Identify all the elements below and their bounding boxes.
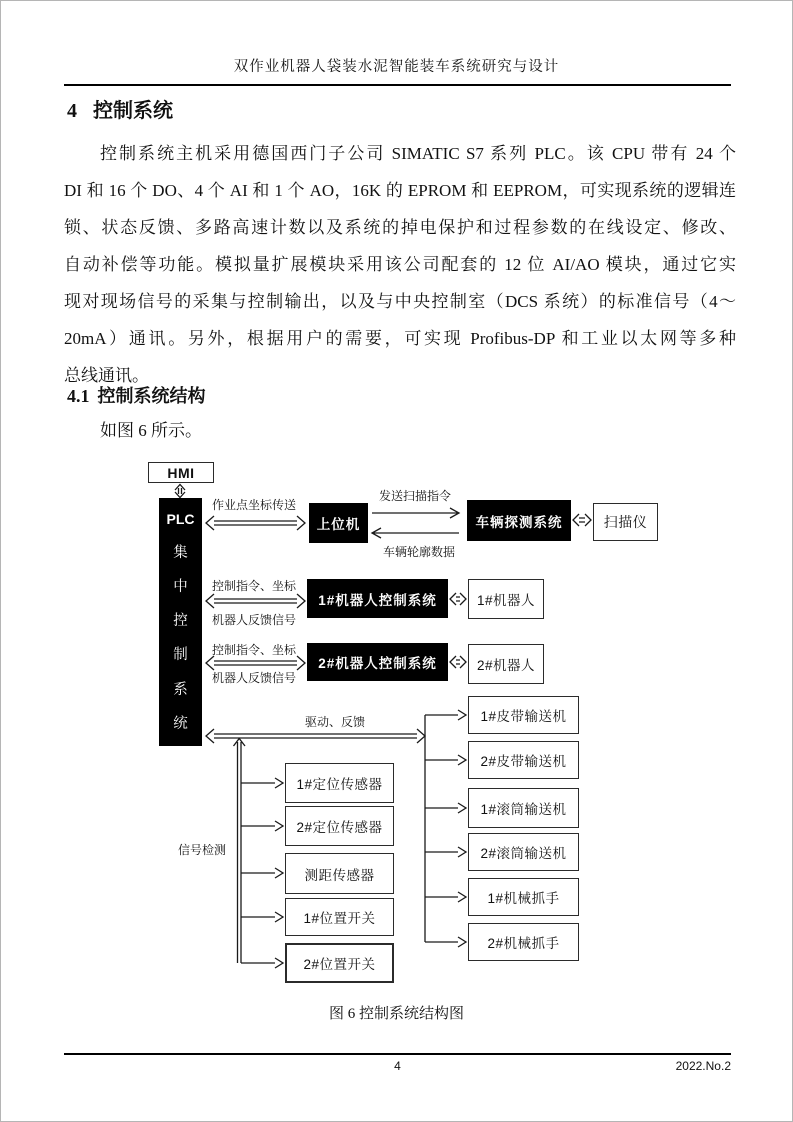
node-plc-central-control [159,498,202,746]
edge-label-vehicle-outline-data: 车辆轮廓数据 [383,545,456,559]
journal-issue: 2022.No.2 [675,1059,731,1073]
plc-label: PLC [166,511,195,528]
node-robot1-control-system: 1#机器人控制系统 [307,579,448,618]
plc-char: 统 [173,715,188,732]
plc-char: 中 [173,578,188,595]
paragraph-line: 现对现场信号的采集与控制输出，以及与中央控制室（DCS 系统）的标准信号（4～ [64,292,736,311]
node-belt-conveyor-2: 2#皮带输送机 [468,741,579,779]
node-scanner: 扫描仪 [593,503,658,541]
body-paragraph [64,135,736,394]
edge-label-signal-detection: 信号检测 [177,843,226,857]
edge-label-work-point-transfer: 作业点坐标传送 [211,498,296,512]
edge-label-robot-feedback-1: 机器人反馈信号 [211,613,296,627]
edge-label-drive-feedback: 驱动、反馈 [304,715,365,729]
right-branch-arrows [425,710,466,947]
edge-label-control-command-2: 控制指令、坐标 [211,643,296,657]
paragraph-line: 总线通讯。 [64,366,149,385]
node-position-sensor-1: 1#定位传感器 [285,763,394,803]
left-branch-arrows [241,778,283,968]
edge-label-robot-feedback-2: 机器人反馈信号 [211,671,296,685]
plc-char: 控 [173,613,188,629]
footer-rule [64,1053,731,1055]
section-number: 4 [67,100,77,122]
edge-label-control-command-1: 控制指令、坐标 [211,579,296,593]
subsection-number: 4.1 [67,386,90,406]
paragraph-line: DI 和 16 个 DO、4 个 AI 和 1 个 AO，16K 的 EPROM 和 EEPROM，可实现系统的逻辑连 [64,181,736,200]
figure-intro-text: 如图 6 所示。 [100,421,202,440]
node-gripper-1: 1#机械抓手 [468,878,579,916]
node-distance-sensor: 测距传感器 [285,853,394,894]
section-heading [67,94,173,123]
hmi-plc-double-arrow [175,485,185,498]
node-roller-conveyor-1: 1#滚筒输送机 [468,788,579,828]
node-hmi: HMI [148,462,214,483]
paragraph-line: 控制系统主机采用德国西门子公司 SIMATIC S7 系列 PLC。该 CPU 带有 24 个 [100,144,736,163]
plc-host-double-arrow [206,516,305,530]
subsection-heading [67,382,206,408]
vehicle-outline-arrow [372,528,459,538]
subsection-title: 控制系统结构 [97,386,206,406]
plc-char: 集 [173,544,188,561]
running-head-title: 双作业机器人袋装水泥智能装车系统研究与设计 [233,59,560,75]
plc-robot1-double-arrow [206,594,305,608]
detection-scanner-double-arrow [573,514,591,526]
node-robot2: 2#机器人 [468,644,544,684]
plc-char: 制 [173,647,188,664]
plc-char: 系 [173,681,188,698]
node-gripper-2: 2#机械抓手 [468,923,579,961]
header-rule [64,84,731,86]
node-robot1: 1#机器人 [468,579,544,619]
node-limit-switch-1: 1#位置开关 [285,898,394,936]
paragraph-line: 20mA）通讯。另外，根据用户的需要，可实现 Profibus-DP 和工业以太网等多种 [64,329,736,348]
node-vehicle-detection-system: 车辆探测系统 [467,500,571,541]
paragraph-line: 自动补偿等功能。模拟量扩展模块采用该公司配套的 12 位 AI/AO 模块，通过它实 [64,255,736,274]
edge-label-send-scan-command: 发送扫描指令 [379,489,452,503]
node-belt-conveyor-1: 1#皮带输送机 [468,696,579,734]
robot1-link-double-arrow [450,593,466,605]
page-number: 4 [394,1059,401,1073]
send-scan-arrow [372,508,459,518]
paragraph-line: 锁、状态反馈、多路高速计数以及系统的掉电保护和过程参数的在线设定、修改、 [64,218,736,237]
robot2-link-double-arrow [450,656,466,668]
figure-caption: 图 6 控制系统结构图 [328,1006,464,1022]
node-roller-conveyor-2: 2#滚筒输送机 [468,833,579,871]
plc-robot2-double-arrow [206,656,305,670]
section-title: 控制系统 [93,100,173,122]
node-position-sensor-2: 2#定位传感器 [285,806,394,846]
node-robot2-control-system: 2#机器人控制系统 [307,643,448,681]
left-branch-trunk [234,739,246,964]
node-host-computer: 上位机 [309,503,368,543]
node-limit-switch-2: 2#位置开关 [285,943,394,983]
drive-feedback-double-arrow [206,729,425,743]
